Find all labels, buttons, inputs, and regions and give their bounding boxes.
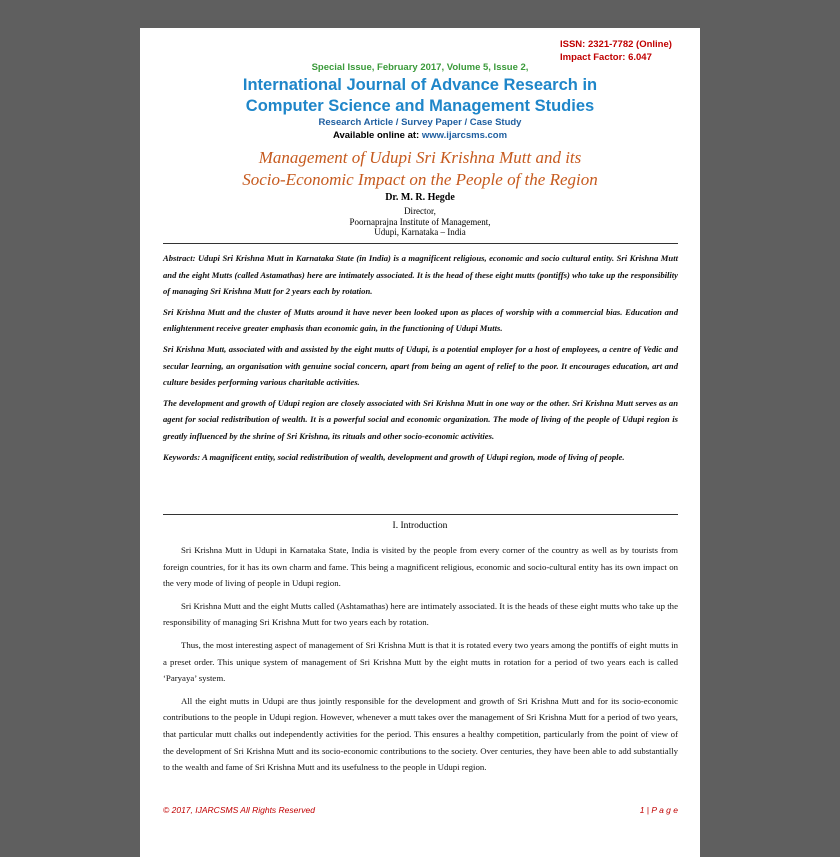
abstract-top-rule	[163, 243, 678, 244]
abstract-paragraph: Sri Krishna Mutt, associated with and assisted by the eight mutts of Udupi, is a potential employer for a host of employees, a centre of Vedic and secular learning, an organisation with genuine social concern, apart from being an agent of relief to the poor. It encourages education, art and culture besides performing various charitable activities.	[163, 343, 678, 388]
issn-text: ISSN: 2321-7782 (Online)	[560, 39, 672, 50]
author-name: Dr. M. R. Hegde	[385, 192, 455, 203]
keywords-paragraph: Keywords: A magnificent entity, social redistribution of wealth, development and growth of Udupi region, mode of living of people.	[163, 451, 625, 462]
special-issue-line: Special Issue, February 2017, Volume 5, Issue 2,	[311, 62, 529, 73]
body-paragraph: Thus, the most interesting aspect of management of Sri Krishna Mutt is that it is rotated every two years among the pontiffs of eight mutts in a preset order. This unique system of management of Sri Krishna Mutt by the eight mutts in rotation for a period of two years each is called ‘Paryaya’ system.	[163, 639, 678, 684]
copyright-text: © 2017, IJARCSMS All Rights Reserved	[163, 805, 315, 815]
available-online-line	[140, 130, 700, 141]
author-affiliation	[140, 206, 700, 238]
abstract-paragraph: The development and growth of Udupi region are closely associated with Sri Krishna Mutt in one way or the other. Sri Krishna Mutt serves as an agent for social redistribution of wealth. It is a powerful social and economic organization. The mode of living of the people of Udupi region is greatly influenced by the shrine of Sri Krishna, its rituals and other socio-economic activities.	[163, 397, 678, 441]
research-type-line: Research Article / Survey Paper / Case Study	[318, 117, 522, 128]
journal-title-line1: International Journal of Advance Research in	[242, 76, 598, 94]
abstract-paragraph: Sri Krishna Mutt and the cluster of Mutts around it have never been looked upon as places of worship with a commercial bias. Education and enlightenment receive greater emphasis than economic gain, in the functioning of Udupi Mutts.	[163, 306, 678, 334]
abstract-block	[163, 250, 678, 469]
journal-website-link[interactable]: www.ijarcsms.com	[421, 130, 508, 141]
issn-block	[560, 38, 672, 64]
abstract-bottom-rule	[163, 514, 678, 515]
section-heading: I. Introduction	[392, 521, 448, 531]
paper-title	[140, 147, 700, 191]
journal-title	[140, 75, 700, 117]
impact-factor-text: Impact Factor: 6.047	[560, 52, 652, 63]
abstract-paragraph: Abstract: Udupi Sri Krishna Mutt in Karnataka State (in India) is a magnificent religious, economic and socio cultural entity. Sri Krishna Mutt and the eight Mutts (called Astamathas) here are intimately associated. It is the head of these eight mutts (pontiffs) who take up the responsibility of managing Sri Krishna Mutt for 2 years each by rotation.	[163, 253, 678, 297]
available-label: Available online at:	[332, 130, 422, 141]
body-paragraph: Sri Krishna Mutt and the eight Mutts called (Ashtamathas) here are intimately associated. It is the heads of these eight mutts who take up the responsibility of managing Sri Krishna Mutt for two years each by rotation.	[163, 600, 678, 628]
affiliation-line: Director,	[404, 206, 436, 216]
body-paragraph: All the eight mutts in Udupi are thus jointly responsible for the development and growth of Sri Krishna Mutt and for its socio-economic contributions to the people in Udupi region. However, whenever a mutt takes over the management of Sri Krishna Mutt for a period of two years, that particular mutt chalks out independently activities for the period. This ensures a healthy competition, particularly from the point of view of the development of Sri Krishna Mutt and its socio-economic contributions to the society. Over centuries, they have been able to add substantially to the wealth and fame of Sri Krishna Mutt and its usefulness to the people in Udupi region.	[163, 695, 678, 773]
journal-title-line2: Computer Science and Management Studies	[245, 97, 595, 115]
page-footer	[163, 805, 678, 815]
introduction-body	[163, 542, 678, 782]
document-page	[140, 28, 700, 857]
affiliation-line: Udupi, Karnataka – India	[374, 227, 466, 237]
body-paragraph: Sri Krishna Mutt in Udupi in Karnataka State, India is visited by the people from every corner of the country as well as by tourists from foreign countries, for it has its own charm and fame. This being a magnificent religious, economic and socio-cultural entity has its own impact on the very mode of living of people in Udupi region.	[163, 545, 678, 589]
paper-title-line1: Management of Udupi Sri Krishna Mutt and its	[258, 148, 582, 167]
paper-title-line2: Socio-Economic Impact on the People of the Region	[242, 170, 598, 189]
affiliation-line: Poornaprajna Institute of Management,	[349, 216, 491, 227]
page-number: 1 | P a g e	[639, 805, 678, 815]
